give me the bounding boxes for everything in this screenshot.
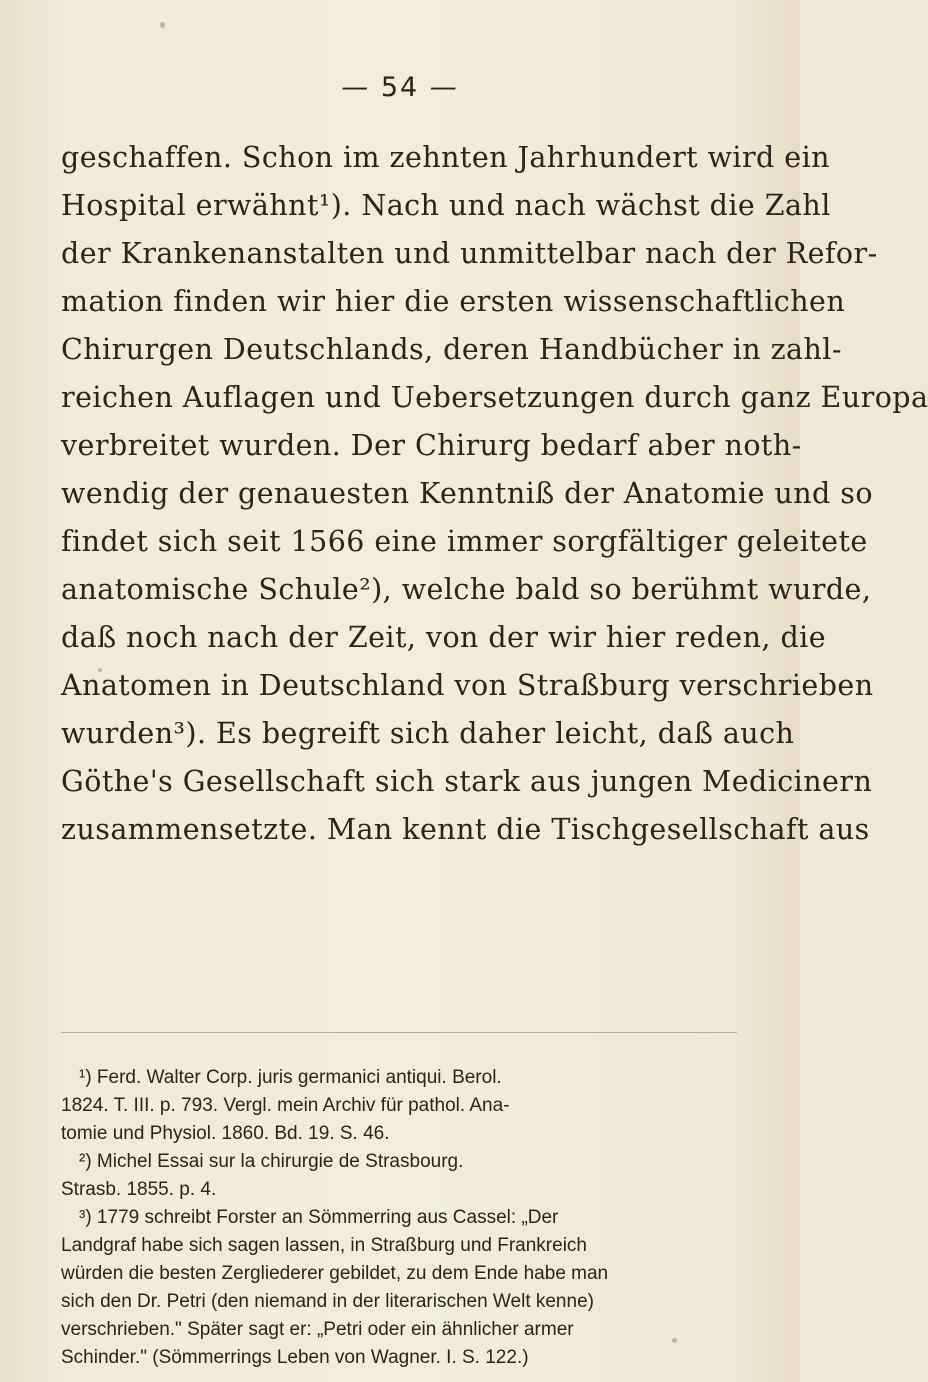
text-line: anatomische Schule²), welche bald so berühmt wurde, [61, 573, 872, 606]
text-line: Hospital erwähnt¹). Nach und nach wächst die Zahl [61, 189, 831, 222]
text-line: Göthe's Gesellschaft sich stark aus jungen Medicinern [61, 765, 873, 798]
ink-speck [160, 22, 165, 28]
text-line: daß noch nach der Zeit, von der wir hier reden, die [61, 621, 827, 654]
body-text [61, 134, 928, 854]
page-number-header: — 54 — [341, 72, 459, 103]
text-line: zusammensetzte. Man kennt die Tischgesellschaft aus [61, 813, 870, 846]
text-line: Anatomen in Deutschland von Straßburg verschrieben [61, 669, 874, 702]
footnote-line: 1824. T. III. p. 793. Vergl. mein Archiv für pathol. Ana- [61, 1095, 510, 1116]
footnote-line: verschrieben." Später sagt er: „Petri oder ein ähnlicher armer [61, 1319, 574, 1340]
text-line: wurden³). Es begreift sich daher leicht, daß auch [61, 717, 795, 750]
footnote-line: ²) Michel Essai sur la chirurgie de Strasbourg. [79, 1151, 464, 1172]
text-line: der Krankenanstalten und unmittelbar nach der Refor- [61, 237, 878, 270]
footnote-line: ¹) Ferd. Walter Corp. juris germanici antiqui. Berol. [79, 1067, 502, 1088]
text-line: geschaffen. Schon im zehnten Jahrhundert wird ein [61, 141, 830, 174]
footnotes [61, 1064, 737, 1372]
footnote-line: würden die besten Zergliederer gebildet, zu dem Ende habe man [61, 1263, 609, 1284]
text-line: findet sich seit 1566 eine immer sorgfältiger geleitete [61, 525, 868, 558]
footnote-line: ³) 1779 schreibt Forster an Sömmerring aus Cassel: „Der [79, 1207, 559, 1228]
footnote-divider [61, 1032, 737, 1033]
text-line: mation finden wir hier die ersten wissenschaftlichen [61, 285, 846, 318]
text-line: Chirurgen Deutschlands, deren Handbücher in zahl- [61, 333, 842, 366]
footnote-line: Schinder." (Sömmerrings Leben von Wagner. I. S. 122.) [61, 1347, 529, 1368]
footnote-line: tomie und Physiol. 1860. Bd. 19. S. 46. [61, 1123, 390, 1144]
footnote-line: sich den Dr. Petri (den niemand in der literarischen Welt kenne) [61, 1291, 594, 1312]
footnote-line: Landgraf habe sich sagen lassen, in Straßburg und Frankreich [61, 1235, 587, 1256]
footnote-line: Strasb. 1855. p. 4. [61, 1179, 217, 1200]
text-line: verbreitet wurden. Der Chirurg bedarf aber noth- [61, 429, 802, 462]
text-line: wendig der genauesten Kenntniß der Anatomie und so [61, 477, 873, 510]
text-line: reichen Auflagen und Uebersetzungen durch ganz Europa [61, 381, 928, 414]
